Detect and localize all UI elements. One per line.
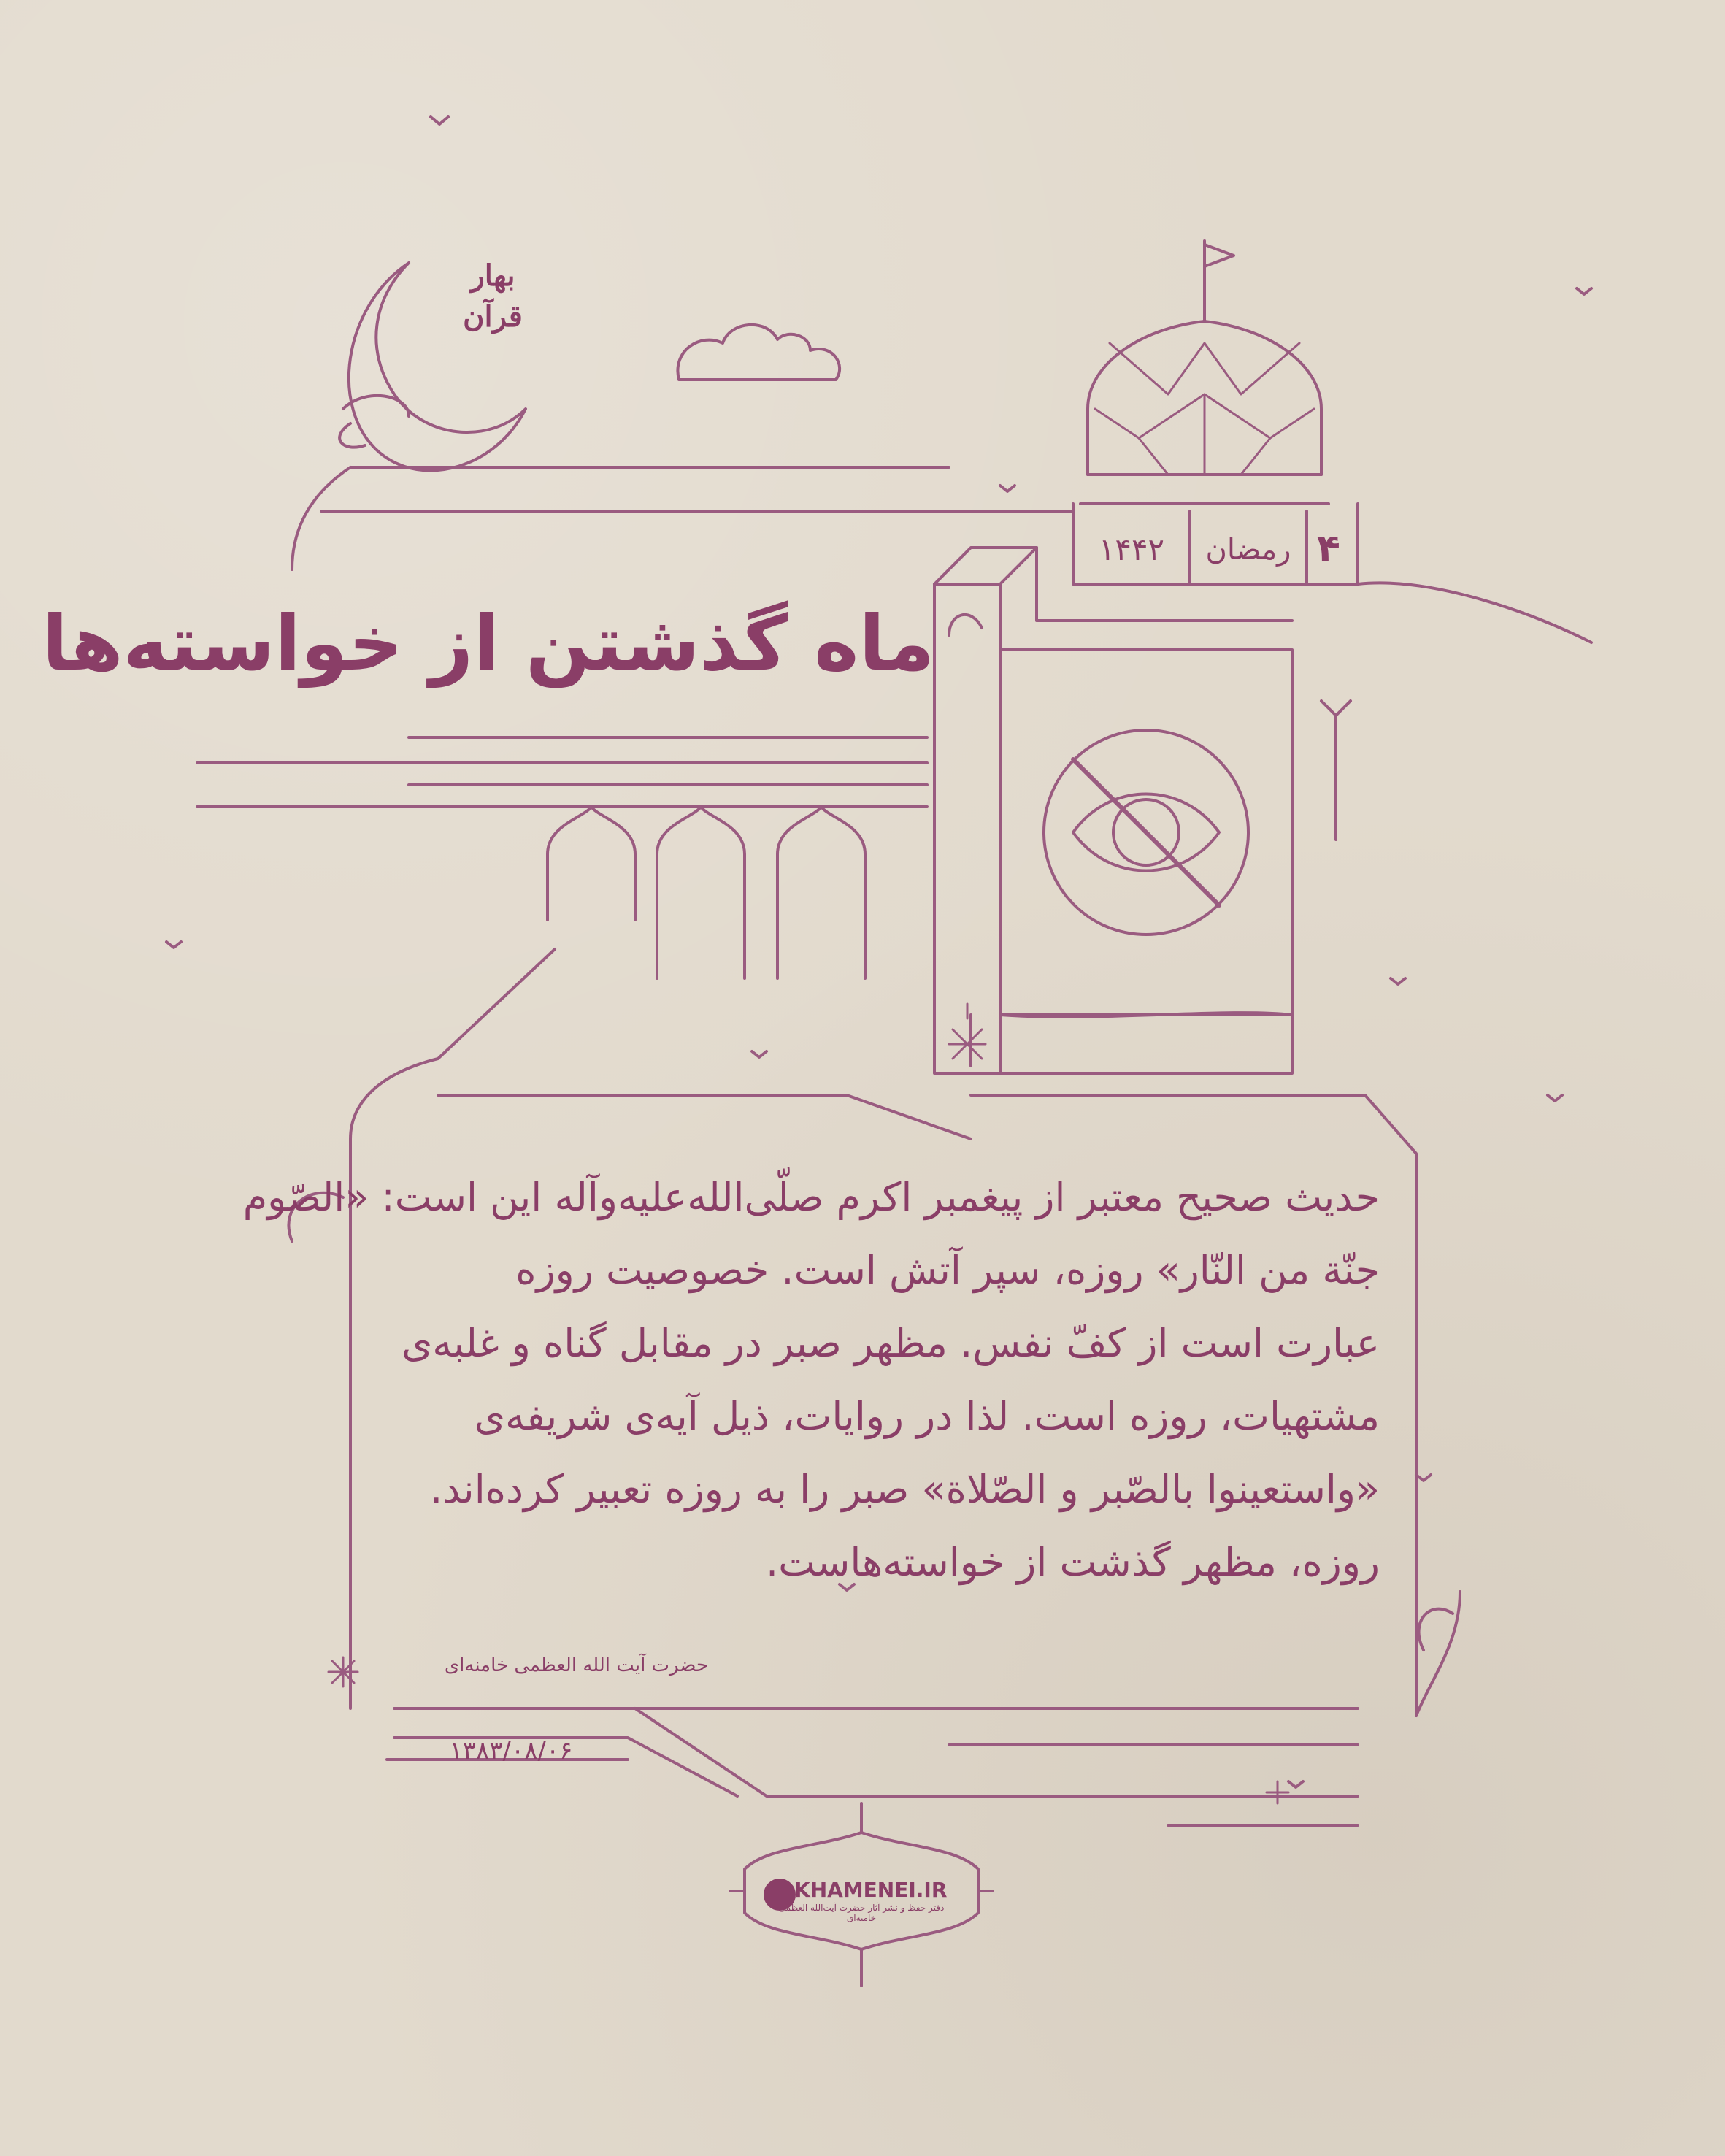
body-line: مشتهیات، روزه است. لذا در روایات، ذیل آیه‌ی شریفه‌ی [474,1393,1380,1439]
cloud-icon [677,325,840,380]
date-month: رمضان [1205,533,1291,567]
logo-name[interactable]: KHAMENEI.IR [794,1878,948,1902]
date-year: ۱۴۴۲ [1098,532,1165,567]
body-line: «واستعینوا بالصّبر و الصّلاة» صبر را به روزه تعبیر کرده‌اند. [430,1466,1380,1512]
body-line: جنّة من النّار» روزه، سپر آتش است. خصوصیت روزه [515,1247,1380,1293]
attribution: حضرت آیت الله العظمی خامنه‌ای [444,1654,708,1676]
logo-subtitle: دفتر حفظ و نشر آثار حضرت آیت‌الله العظمی خامنه‌ای [778,1903,945,1923]
hadith-body [242,1161,1380,1599]
body-line: روزه، مظهر گذشت از خواسته‌هاست. [765,1539,1380,1585]
body-line: عبارت است از کفّ نفس. مظهر صبر در مقابل گناه و غلبه‌ی [401,1320,1380,1366]
page-title: ماه گذشتن از خواسته‌ها [42,599,934,688]
date-day: ۴ [1317,527,1340,571]
body-line: حدیث صحیح معتبر از پیغمبر اکرم صلّی‌الله‌علیه‌وآله این است: «الصّوم [242,1174,1380,1220]
dome-icon [1080,241,1329,504]
speech-date: ۱۳۸۳/۰۸/۰۶ [449,1736,573,1765]
arches [548,807,865,978]
book-icon [934,548,1351,1073]
brand-calligraphy: بهار قرآن [463,258,523,334]
